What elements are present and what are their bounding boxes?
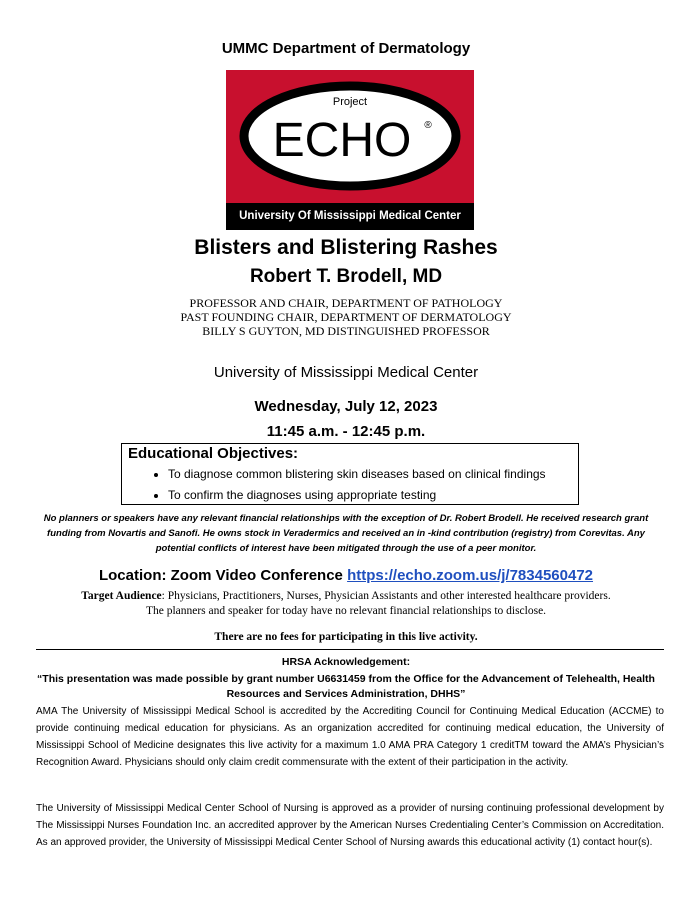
location-label: Location: Zoom Video Conference (98, 567, 343, 584)
speaker-credentials (0, 296, 692, 338)
financial-disclosure: No planners or speakers have any relevant financial relationships with the exception of Dr. Robert Brodell. He received research grant funding from Novartis and Sanofi. He owns stock in Veradermics and received an in -kind contribution (registry) from Corevitas. Any potential conflicts of interest have been mitigated through the use of a peer monitor. (43, 513, 649, 554)
ama-accreditation-paragraph: AMA The University of Mississippi Medical School is accredited by the Accrediting Council for Continuing Medical Education (ACCME) to provide continuing medical education for physicians. As an organization accredited for continuing medical education, the University of Mississippi School of Medicine designates this live activity for a maximum 1.0 AMA PRA Category 1 creditTM toward the AMA’s Physician’s Recognition Award. Physicians should only claim credit commensurate with the extent of their participation in the activity. (36, 706, 664, 768)
credential-line: PAST FOUNDING CHAIR, DEPARTMENT OF DERMATOLOGY (180, 310, 512, 324)
registered-mark: ® (424, 120, 432, 131)
objectives-box (121, 443, 579, 505)
project-echo-logo (226, 70, 474, 230)
objective-item: • To diagnose common blistering skin diseases based on clinical findings (168, 464, 572, 485)
echo-logo-emblem (226, 70, 474, 203)
audience-text: : Physicians, Practitioners, Nurses, Physician Assistants and other interested healthcare providers. (161, 590, 611, 602)
logo-echo-wordmark: ECHO (272, 114, 412, 167)
credential-line: PROFESSOR AND CHAIR, DEPARTMENT OF PATHOLOGY (189, 296, 503, 310)
department-heading: UMMC Department of Dermatology (221, 40, 471, 57)
zoom-link[interactable]: https://echo.zoom.us/j/7834560472 (347, 567, 594, 584)
speaker-name: Robert T. Brodell, MD (249, 266, 443, 287)
institution-name: University of Mississippi Medical Center (213, 364, 479, 381)
event-time: 11:45 a.m. - 12:45 p.m. (266, 423, 426, 440)
credential-line: BILLY S GUYTON, MD DISTINGUISHED PROFESSOR (202, 324, 490, 338)
logo-banner: University Of Mississippi Medical Center (226, 203, 474, 230)
audience-note: The planners and speaker for today have no relevant financial relationships to disclose. (145, 605, 547, 617)
objectives-list (128, 464, 572, 506)
hrsa-quote: “This presentation was made possible by grant number U6631459 from the Office for the Advancement of Telehealth, Health Resources and Services Administration, DHHS” (37, 673, 655, 700)
nursing-accreditation-paragraph: The University of Mississippi Medical Center School of Nursing is approved as a provider of nursing continuing professional development by The Mississippi Nurses Foundation Inc. an accredited approver by the American Nurses Credentialing Center’s Commission on Accreditation. As an approved provider, the University of Mississippi Medical Center School of Nursing awards this educational activity (1) contact hour(s). (36, 803, 664, 848)
objective-item: • To confirm the diagnoses using appropriate testing (168, 485, 572, 506)
event-title: Blisters and Blistering Rashes (194, 236, 498, 259)
event-date: Wednesday, July 12, 2023 (254, 398, 438, 415)
logo-project-label: Project (332, 96, 368, 108)
target-audience (20, 589, 672, 619)
section-divider (36, 649, 664, 650)
objectives-heading: Educational Objectives: (128, 445, 299, 462)
fees-statement: There are no fees for participating in this live activity. (214, 631, 478, 643)
location-line (0, 567, 692, 584)
audience-label: Target Audience (81, 590, 162, 602)
hrsa-heading: HRSA Acknowledgement: (281, 656, 411, 668)
